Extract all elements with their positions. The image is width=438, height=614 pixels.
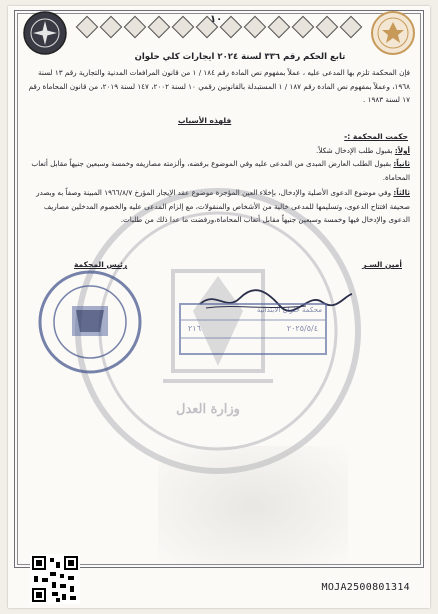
third-label: ثالثاً:	[393, 188, 410, 197]
ornament-icon	[172, 16, 195, 39]
second-text: بقبول الطلب العارض المبدى من المدعى عليه وفي الموضوع برفضه، وألزمته مصاريفه وخمسة وسبعين جنيهاً مقابل أتعاب المحاماة.	[31, 159, 410, 182]
first-label: أولاً:	[394, 146, 410, 155]
ruling-heading: حكمت المحكمة :-	[344, 132, 408, 141]
ornament-icon	[292, 16, 315, 39]
ornament-icon	[220, 16, 243, 39]
ministry-emblem-icon	[22, 10, 68, 56]
document-code: MOJA2500801314	[321, 582, 410, 593]
second-label: ثانياً:	[393, 159, 410, 168]
ornament-icon	[244, 16, 267, 39]
secretary-signature-label: أمين السـر	[362, 260, 402, 269]
ornament-icon	[100, 16, 123, 39]
ornament-icon	[124, 16, 147, 39]
page-number: ١٠	[210, 14, 223, 25]
ruling-first	[26, 144, 410, 158]
court-round-stamp-icon	[36, 268, 144, 376]
qr-code-icon	[30, 554, 80, 604]
stamp-date: ٢٠٢٥/٥/٤	[286, 324, 318, 333]
document-title: تابع الحكم رقم ٣٣٦ لسنة ٢٠٢٤ ايجارات كلي حلوان	[134, 52, 346, 62]
third-text: وفي موضوع الدعوى الأصلية والإدخال، بإخلاء العين المؤجرة موضوع عقد الإيجار المؤرخ ١٩٦٦/٨/٧ المبينة وصفاً به وبصدر صحيفة افتتاح الدعوى، وتسليمها للمدعى خالية من الأشخاص والمنقولات، مع إلزام المدعى عليه والخصوم المدخلين مصاريف الدعوى والإدخال فيها وخمسة وسبعين جنيهاً مقابل أتعاب المحاماة،ورفضت ما عدا ذلك من طلبات.	[36, 188, 410, 224]
watermark-ministry-text: وزارة العدل	[176, 402, 240, 417]
court-date-stamp	[178, 302, 328, 356]
ornament-icon	[76, 16, 99, 39]
stamp-ref: ٢١٦	[188, 324, 201, 333]
document-page	[8, 6, 430, 608]
ornament-icon	[268, 16, 291, 39]
egypt-eagle-seal-icon	[370, 10, 416, 56]
judge-signature-label: رئيس المحكمة	[74, 260, 128, 269]
first-text: بقبول طلب الإدخال شكلاً.	[316, 146, 393, 155]
ruling-second	[26, 157, 410, 184]
intro-paragraph: فإن المحكمة تلزم بها المدعى عليه ، عملاً بمفهوم نص المادة رقم ١٨٤ / ١ من قانون المرافعات المدنية والتجارية رقم ١٣ لسنة ١٩٦٨، وعملاً بمفهوم نص المادة رقم ١٨٧ / ١ المستبدلة بالقانونين رقمي ١٠ لسنة ٢٠٠٢، ١٤٧ لسنة ٢٠١٩، من قانون المحاماة رقم ١٧ لسنة ١٩٨٣ .	[28, 68, 410, 104]
scan-artifact	[158, 446, 348, 566]
ornament-icon	[148, 16, 171, 39]
ornament-icon	[340, 16, 363, 39]
ornament-icon	[316, 16, 339, 39]
stamp-court-name: محكمة حلوان الابتدائية	[256, 306, 322, 314]
reasons-heading: فلهذه الأسباب	[178, 116, 232, 125]
